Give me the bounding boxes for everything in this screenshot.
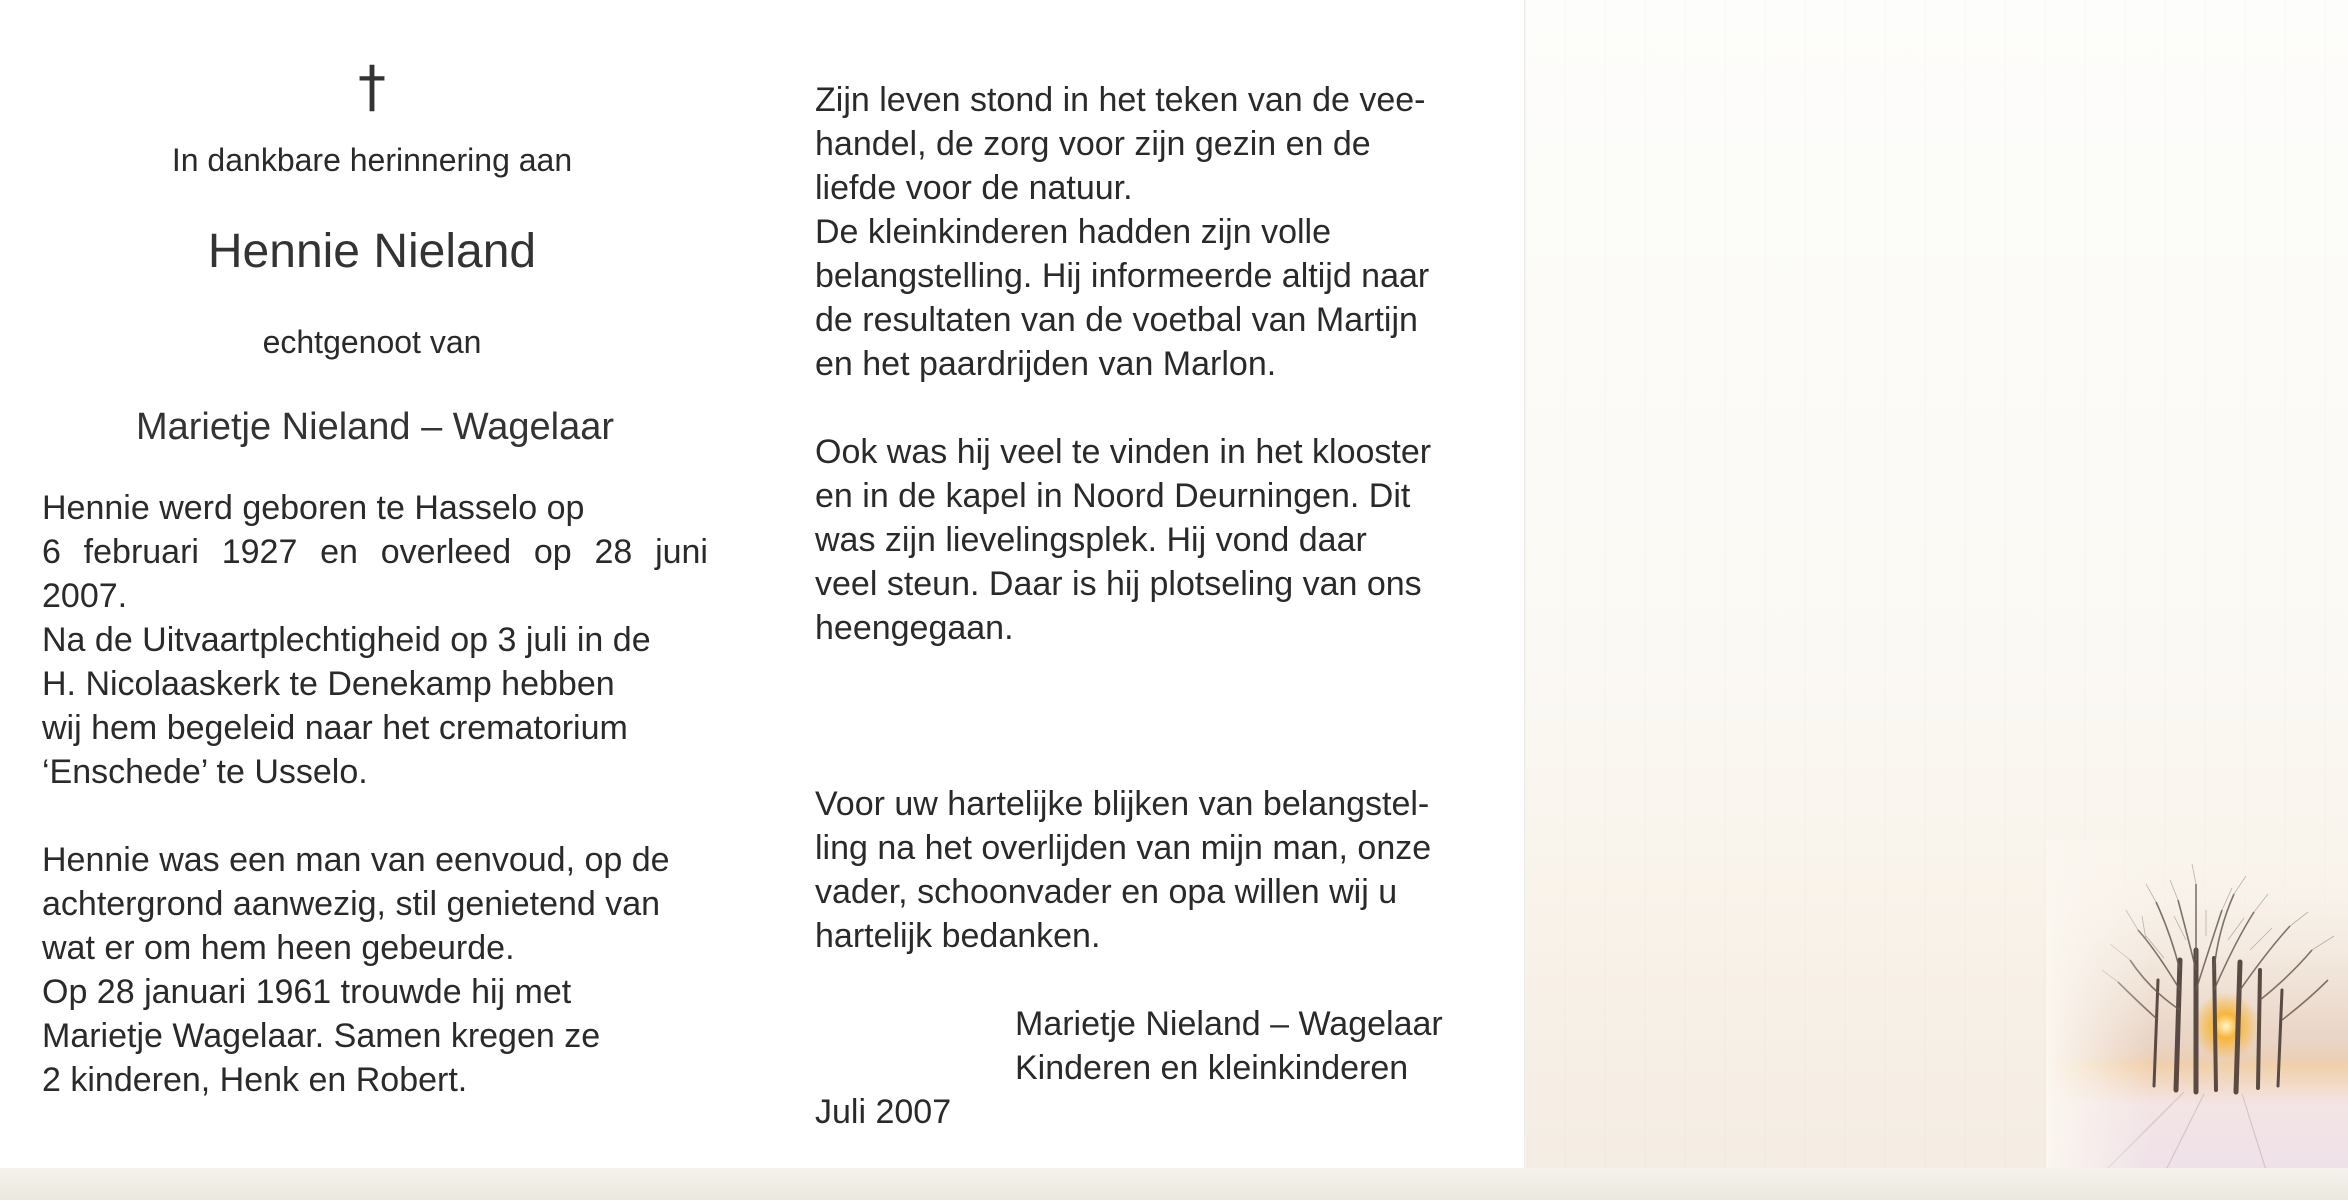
text-line: Hennie werd geboren te Hasselo op xyxy=(42,489,585,527)
text-line: en het paardrijden van Marlon. xyxy=(815,345,1277,383)
right-column xyxy=(815,78,1481,1134)
decorative-panel xyxy=(1526,0,2348,1200)
winter-trees-sunset-image xyxy=(2046,840,2348,1170)
text-line: vader, schoonvader en opa willen wij u xyxy=(815,873,1398,911)
left-column xyxy=(42,55,708,1102)
text-line: Voor uw hartelijke blijken van belangstel- xyxy=(815,785,1430,823)
text-line: 6 februari 1927 en overleed op 28 juni 2007. xyxy=(42,533,708,615)
monastery-paragraph xyxy=(815,430,1481,650)
scan-edge xyxy=(0,1168,2348,1200)
cross-icon: † xyxy=(358,55,386,120)
text-line: Zijn leven stond in het teken van de vee- xyxy=(815,81,1426,119)
text-line: belangstelling. Hij informeerde altijd naar xyxy=(815,257,1430,295)
text-line: ‘Enschede’ te Usselo. xyxy=(42,753,368,791)
biography-paragraph xyxy=(42,486,708,794)
signature-block xyxy=(815,1002,1481,1090)
signature-line-1: Marietje Nieland – Wagelaar xyxy=(1015,1005,1443,1043)
card-date: Juli 2007 xyxy=(815,1093,952,1131)
text-line: Marietje Wagelaar. Samen kregen ze xyxy=(42,1017,601,1055)
text-line: Op 28 januari 1961 trouwde hij met xyxy=(42,973,572,1011)
text-line: ling na het overlijden van mijn man, onze xyxy=(815,829,1432,867)
text-line: liefde voor de natuur. xyxy=(815,169,1133,207)
text-line: wat er om hem heen gebeurde. xyxy=(42,929,515,967)
text-line: Na de Uitvaartplechtigheid op 3 juli in de xyxy=(42,621,651,659)
text-line: hartelijk bedanken. xyxy=(815,917,1101,955)
text-line: en in de kapel in Noord Deurningen. Dit xyxy=(815,477,1411,515)
text-line: heengegaan. xyxy=(815,609,1014,647)
text-line: achtergrond aanwezig, stil genietend van xyxy=(42,885,661,923)
deceased-name: Hennie Nieland xyxy=(207,225,537,278)
text-line: 2 kinderen, Henk en Robert. xyxy=(42,1061,468,1099)
intro-text: In dankbare herinnering aan xyxy=(171,142,573,178)
text-line: wij hem begeleid naar het crematorium xyxy=(42,709,628,747)
text-line: Hennie was een man van eenvoud, op de xyxy=(42,841,670,879)
character-paragraph xyxy=(42,838,708,1102)
spouse-label: echtgenoot van xyxy=(262,324,482,360)
text-line: De kleinkinderen hadden zijn volle xyxy=(815,213,1331,251)
thanks-paragraph xyxy=(815,782,1481,958)
text-line: veel steun. Daar is hij plotseling van ons xyxy=(815,565,1422,603)
life-paragraph xyxy=(815,78,1481,386)
text-line: Ook was hij veel te vinden in het klooster xyxy=(815,433,1432,471)
spouse-name: Marietje Nieland – Wagelaar xyxy=(135,406,615,448)
text-line: de resultaten van de voetbal van Martijn xyxy=(815,301,1418,339)
text-line: handel, de zorg voor zijn gezin en de xyxy=(815,125,1371,163)
text-line: H. Nicolaaskerk te Denekamp hebben xyxy=(42,665,615,703)
signature-line-2: Kinderen en kleinkinderen xyxy=(1015,1049,1409,1087)
text-line: was zijn lievelingsplek. Hij vond daar xyxy=(815,521,1367,559)
